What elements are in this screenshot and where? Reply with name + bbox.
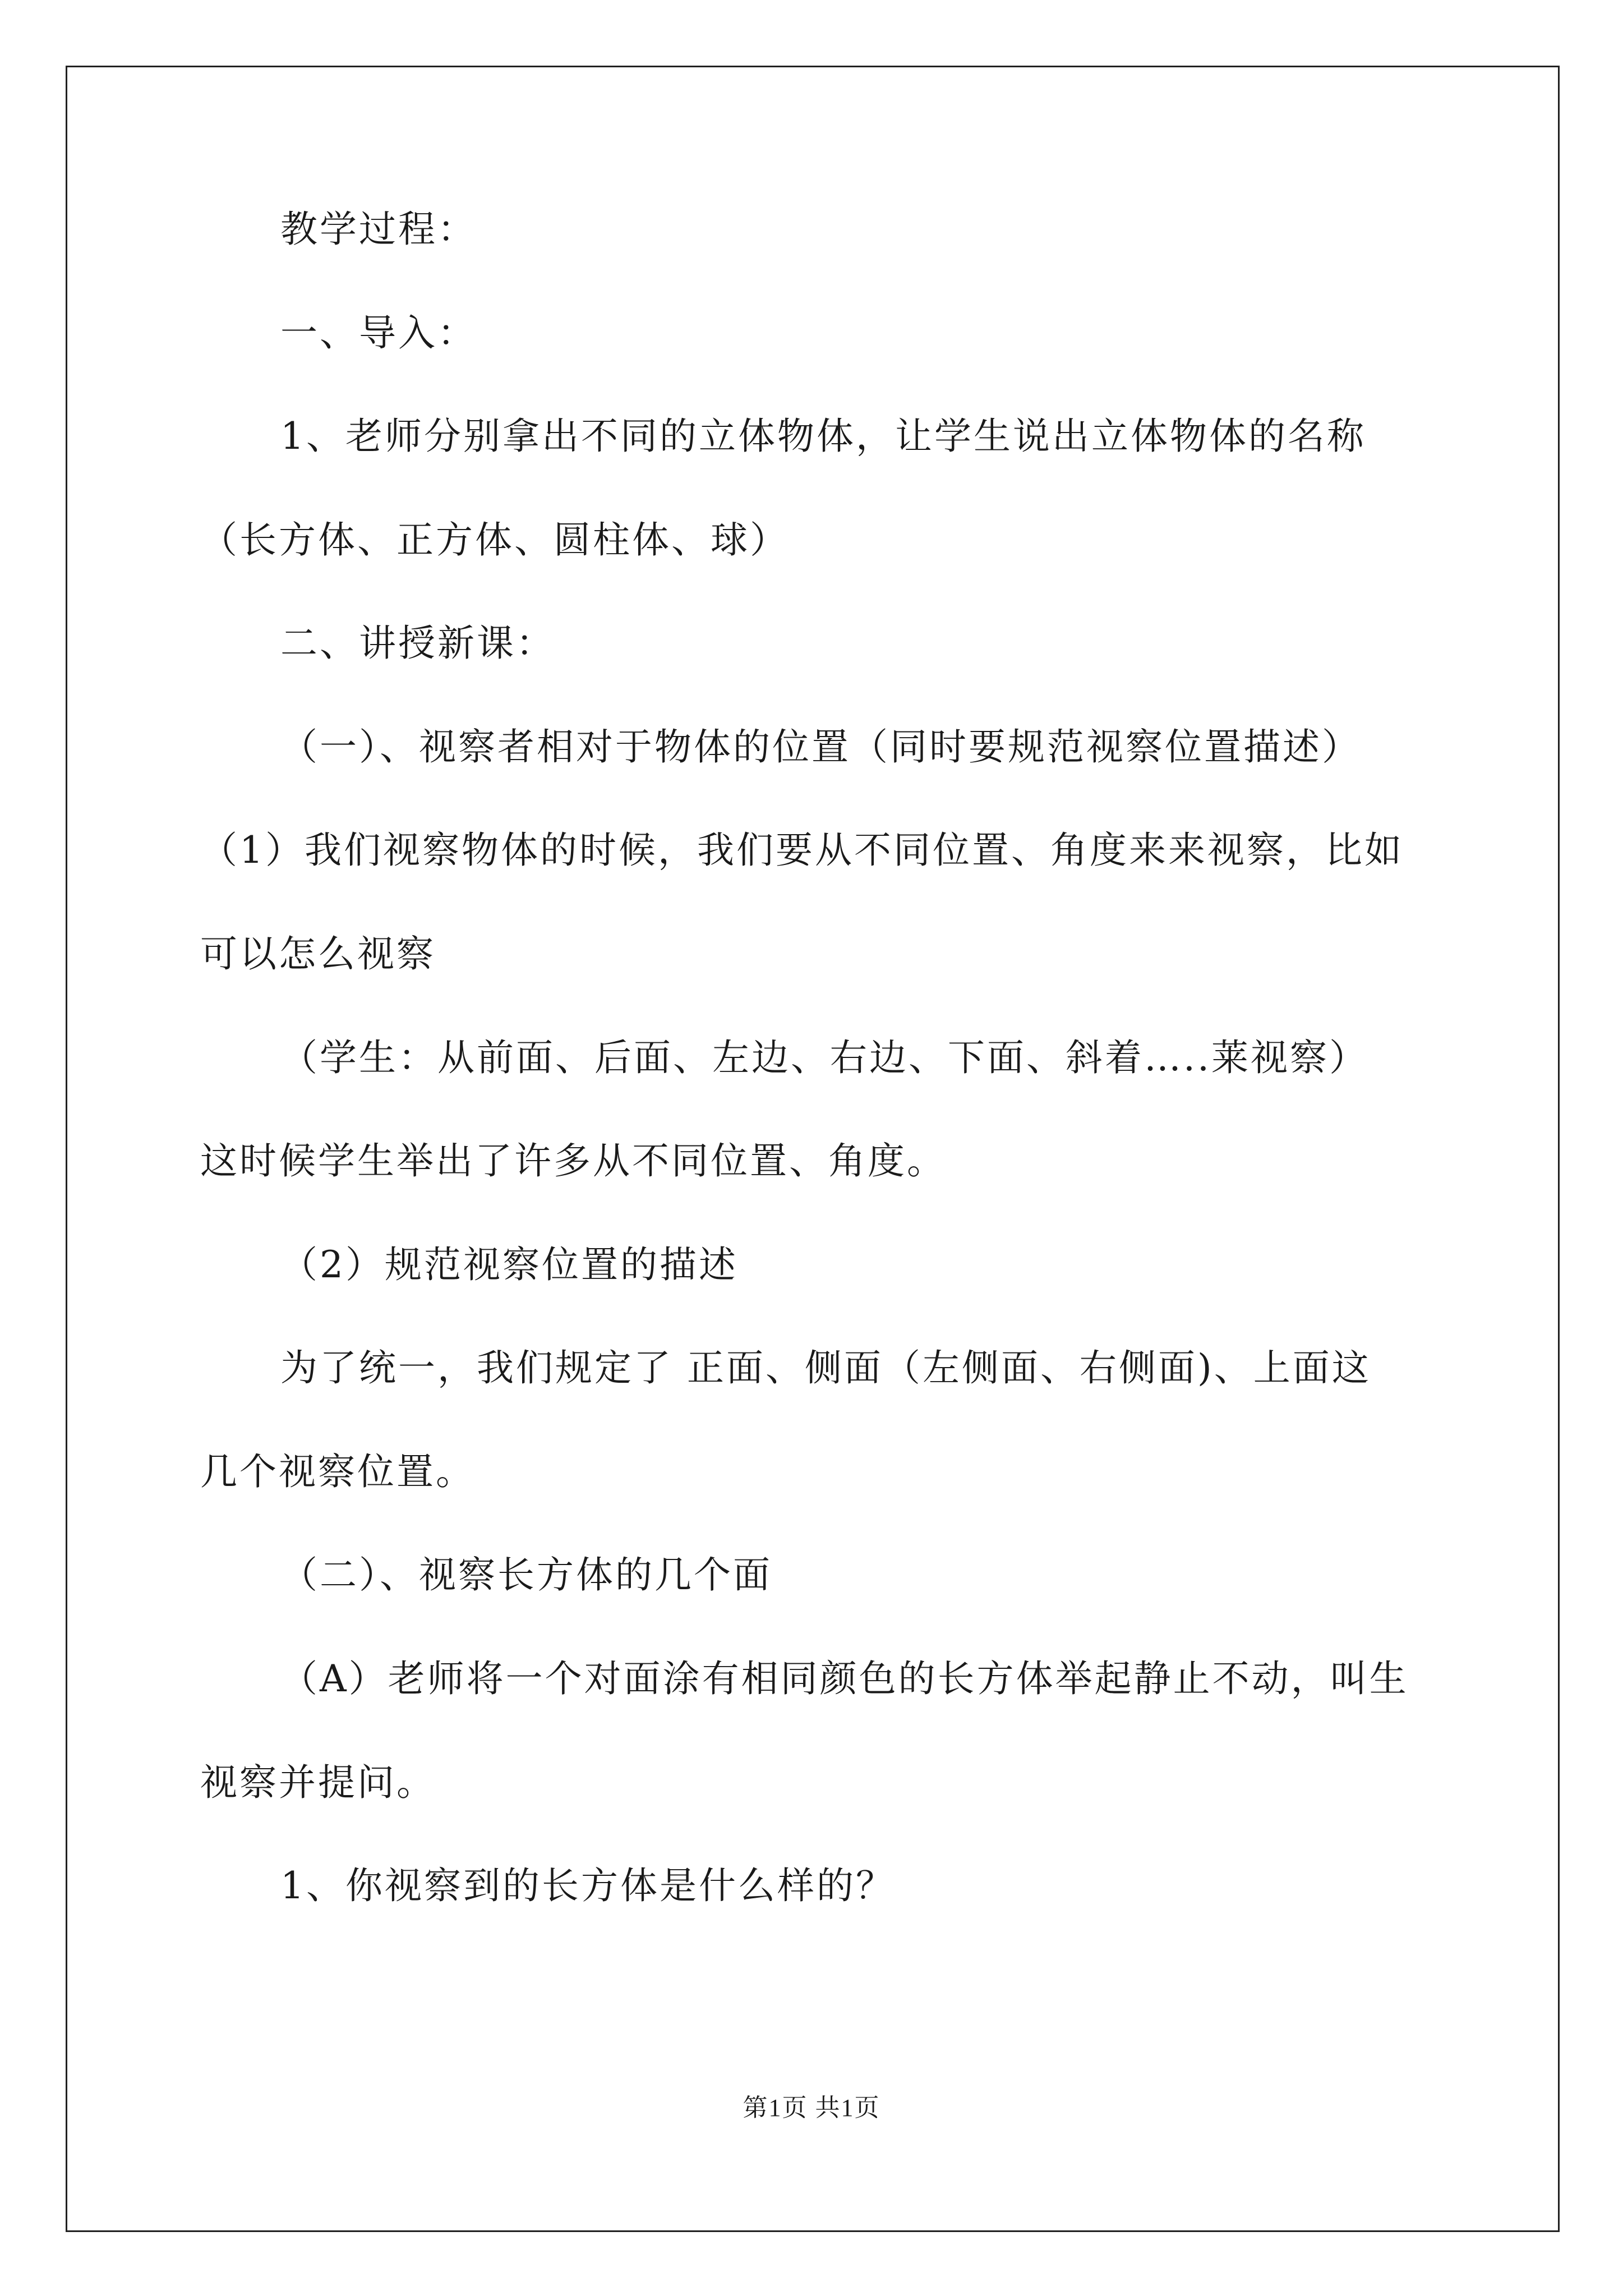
paragraph-line: 可以怎么视察 xyxy=(200,932,436,976)
heading-teaching-process: 教学过程： xyxy=(280,208,477,251)
page-number-footer: 第1页 共1页 xyxy=(743,2094,880,2122)
paragraph-line: 几个视察位置。 xyxy=(200,1450,475,1493)
subsection-heading: （二）、视察长方体的几个面 xyxy=(280,1553,772,1596)
paragraph-line: （1）我们视察物体的时候，我们要从不同位置、角度来来视察，比如 xyxy=(200,829,1404,872)
paragraph-line: 这时候学生举出了许多从不同位置、角度。 xyxy=(200,1139,946,1182)
paragraph-line: （学生：从前面、后面、左边、右边、下面、斜着…..莱视察） xyxy=(280,1036,1368,1079)
paragraph-line: 视察并提问。 xyxy=(200,1761,436,1804)
section-heading-new-lesson: 二、讲授新课： xyxy=(280,622,555,665)
paragraph-line: 1、老师分别拿出不同的立体物体，让学生说出立体物体的名称 xyxy=(280,415,1366,458)
subsection-heading: （一）、视察者相对于物体的位置（同时要规范视察位置描述） xyxy=(280,725,1361,769)
paragraph-line: 1、你视察到的长方体是什么样的？ xyxy=(280,1864,895,1907)
paragraph-line: （A）老师将一个对面涂有相同颜色的长方体举起静止不动，叫生 xyxy=(280,1657,1409,1700)
section-heading-intro: 一、导入： xyxy=(280,311,477,355)
paragraph-line: （2）规范视察位置的描述 xyxy=(280,1243,738,1286)
paragraph-line: 为了统一，我们规定了 正面、侧面（左侧面、右侧面)、上面这 xyxy=(280,1346,1371,1389)
paragraph-line: （长方体、正方体、圆柱体、球） xyxy=(200,518,789,562)
